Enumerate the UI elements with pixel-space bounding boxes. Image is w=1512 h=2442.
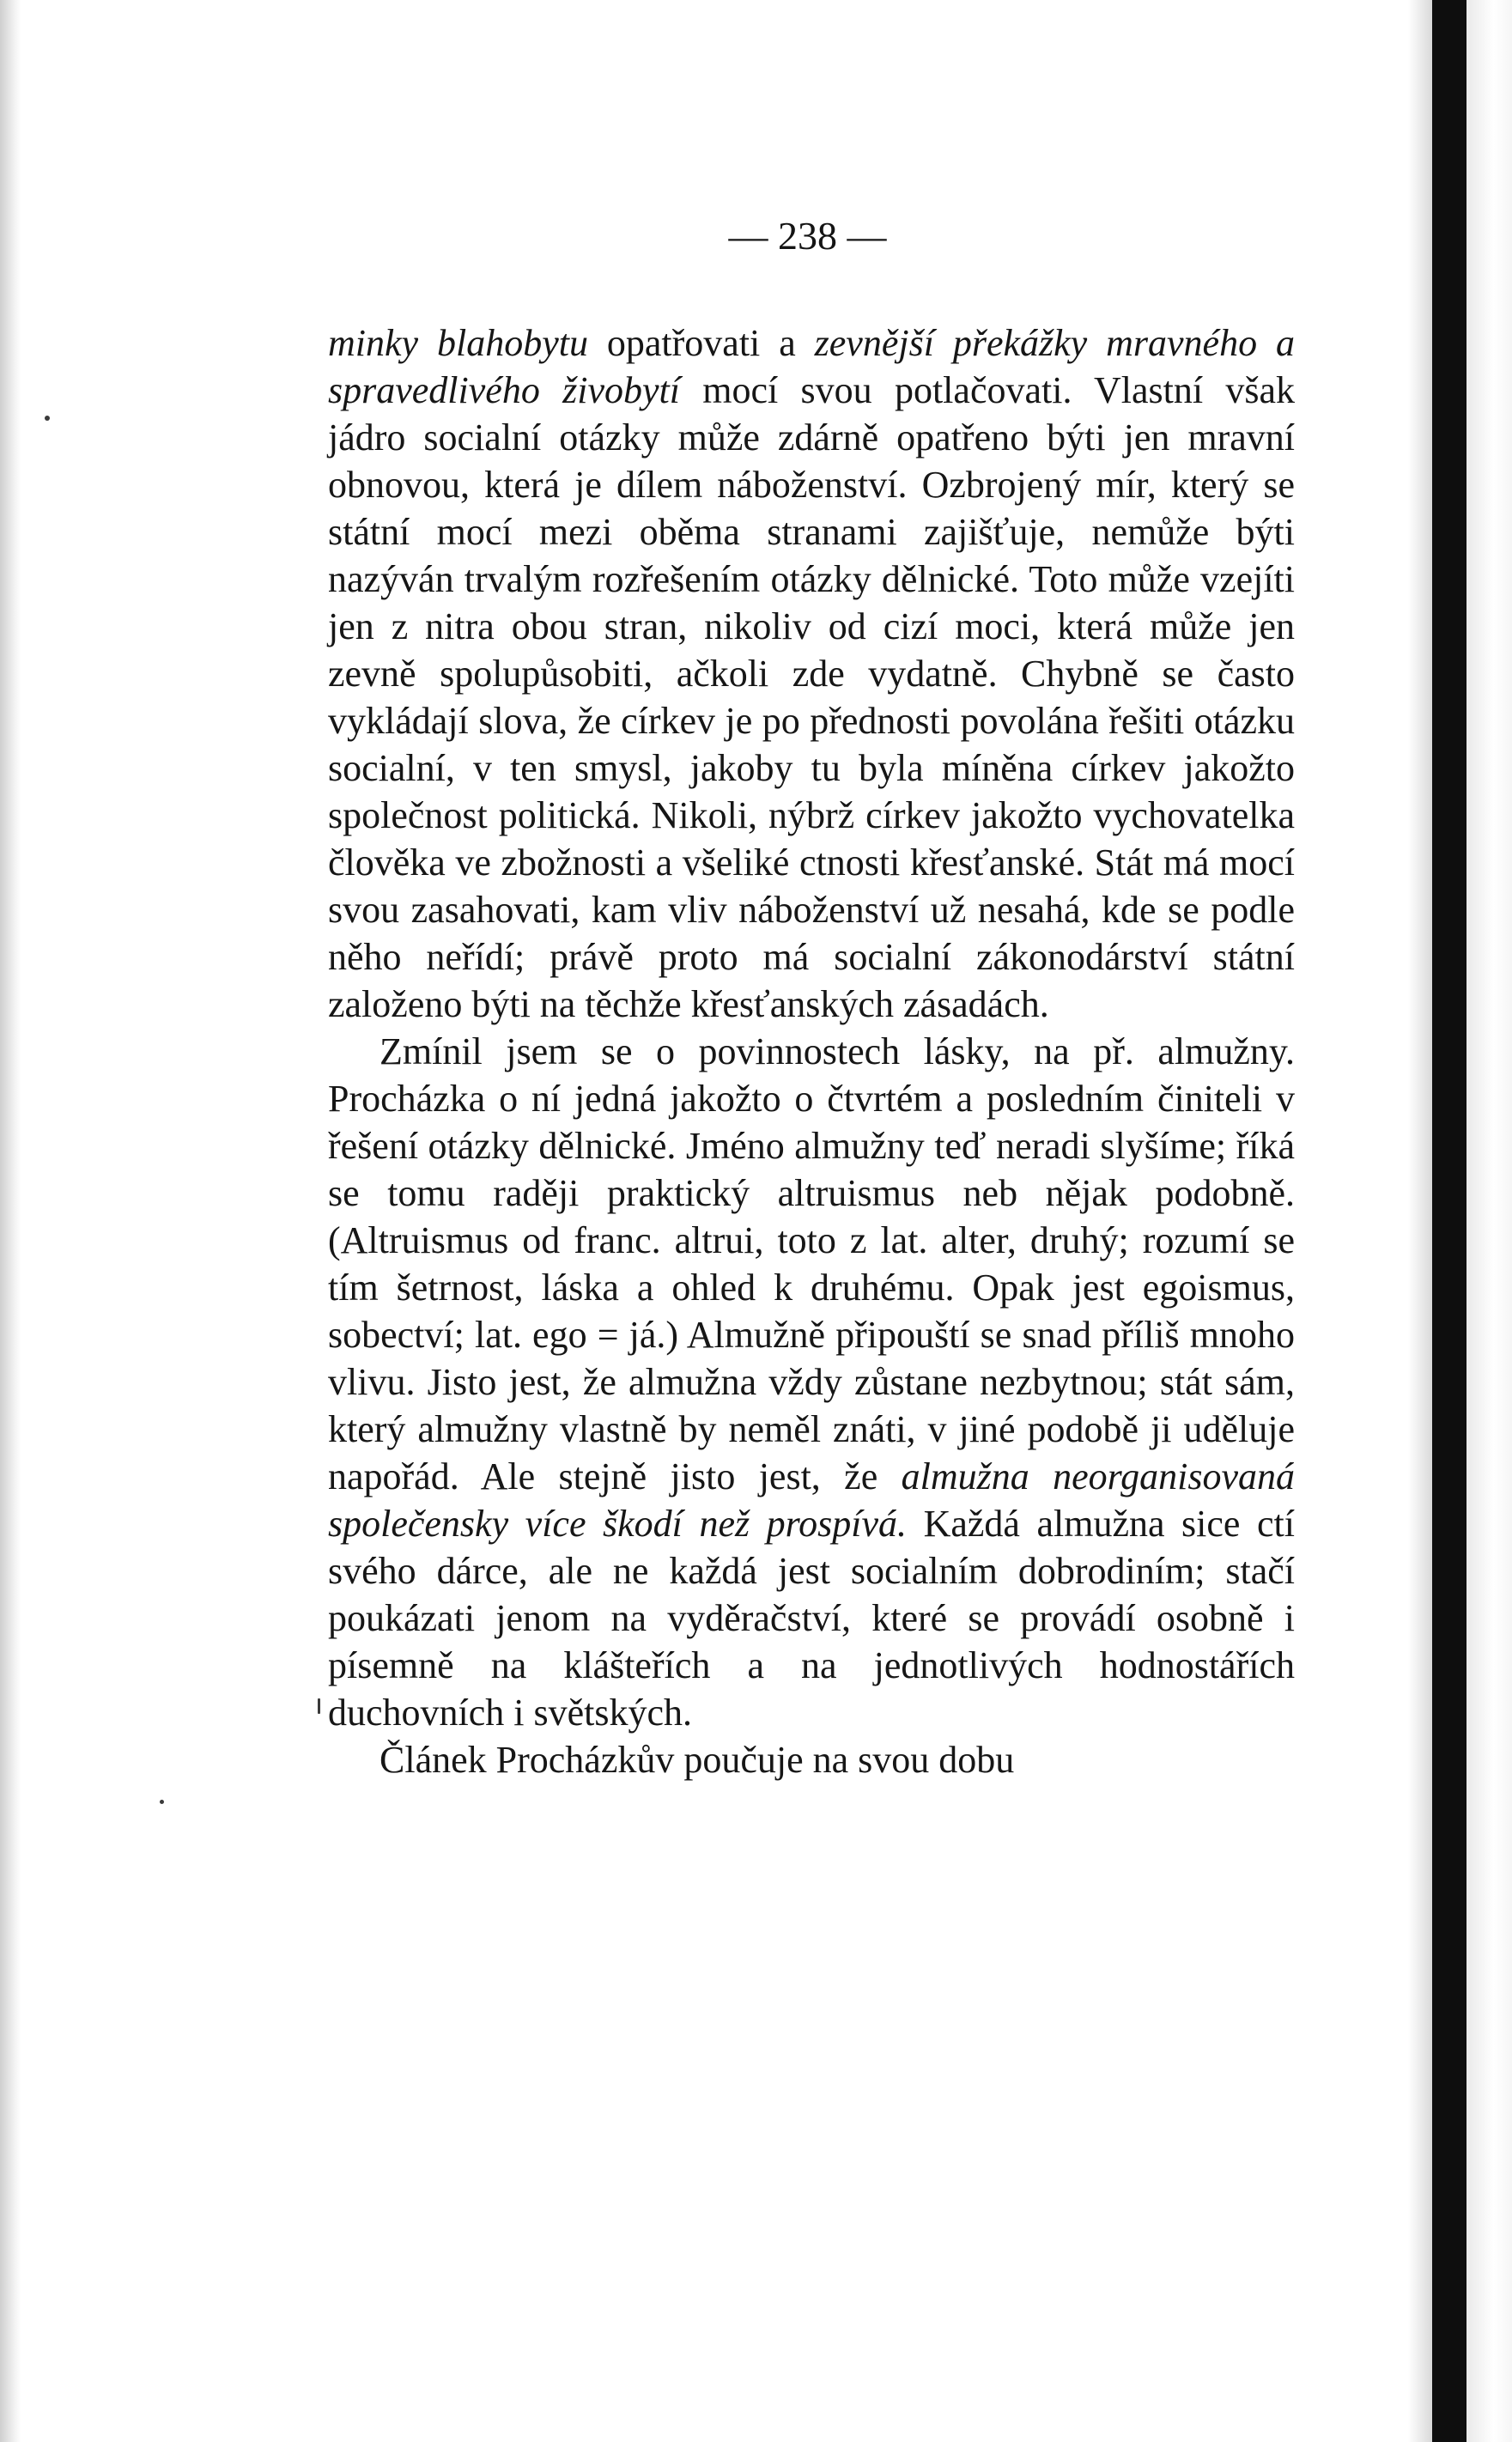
scan-left-edge bbox=[0, 0, 21, 2442]
emphasized-text: minky blahobytu bbox=[328, 322, 588, 364]
binding-strip bbox=[1432, 0, 1466, 2442]
scan-speck bbox=[318, 1698, 320, 1714]
text-run: mocí svou potlačovati. Vlastní však jádro socialní otázky může zdárně opatřeno býti jen mravní obnovou, která je dílem náboženství. Ozbrojený mír, který se státní mocí mezi oběma stranami zajišťuje, nemůže býti nazýván trvalým rozřešením otázky dělnické. Toto může vzejíti jen z nitra obou stran, nikoliv od cizí moci, která může jen zevně spolupůsobiti, ačkoli zde vydatně. Chybně se často vykládají slova, že církev je po přednosti povolána řešiti otázku socialní, v ten smysl, jakoby tu byla míněna církev jakožto společnost politická. Nikoli, nýbrž církev jakožto vychovatelka člověka ve zbožnosti a všeliké ctnosti křesťanské. Stát má mocí svou zasahovati, kam vliv náboženství už nesahá, kde se podle něho neřídí; právě proto má socialní zákonodárství státní založeno býti na těchže křesťanských zásadách. bbox=[328, 369, 1295, 1025]
scan-speck bbox=[160, 1800, 164, 1804]
text-run: opatřovati a bbox=[587, 322, 815, 364]
scan-speck bbox=[45, 416, 50, 421]
binding-shadow bbox=[1408, 0, 1432, 2442]
text-run: Článek Procházkův poučuje na svou dobu bbox=[380, 1739, 1015, 1781]
paragraph bbox=[328, 1736, 1295, 1783]
emphasized-text: zevnější překážky mravného a spravedlivého živobytí bbox=[328, 322, 1295, 411]
paragraph bbox=[328, 319, 1295, 1028]
body-text bbox=[328, 319, 1295, 1783]
page-number: — 238 — bbox=[728, 214, 887, 258]
text-run: Zmínil jsem se o povinnostech lásky, na př. almužny. Procházka o ní jedná jakožto o čtvrtém a posledním činiteli v řešení otázky dělnické. Jméno almužny teď neradi slyšíme; říká se tomu raději praktický altruismus neb nějak podobně. (Altruismus od franc. altrui, toto z lat. alter, druhý; rozumí se tím šetrnost, láska a ohled k druhému. Opak jest egoismus, sobectví; lat. ego = já.) Almužně připouští se snad příliš mnoho vlivu. Jisto jest, že almužna vždy zůstane nezbytnou; stát sám, který almužny vlastně by neměl znáti, v jiné podobě ji uděluje napořád. Ale stejně jisto jest, že bbox=[328, 1030, 1295, 1497]
next-page-edge bbox=[1466, 0, 1512, 2442]
paragraph bbox=[328, 1028, 1295, 1736]
text-run: Každá almužna sice ctí svého dárce, ale ne každá jest socialním dobrodiním; stačí poukázati jenom na vyděračství, které se provádí osobně i písemně na klášteřích a na jednotlivých hodnostářích duchovních i světských. bbox=[328, 1503, 1295, 1734]
emphasized-text: almužna neorganisovaná společensky více škodí než prospívá. bbox=[328, 1455, 1295, 1545]
